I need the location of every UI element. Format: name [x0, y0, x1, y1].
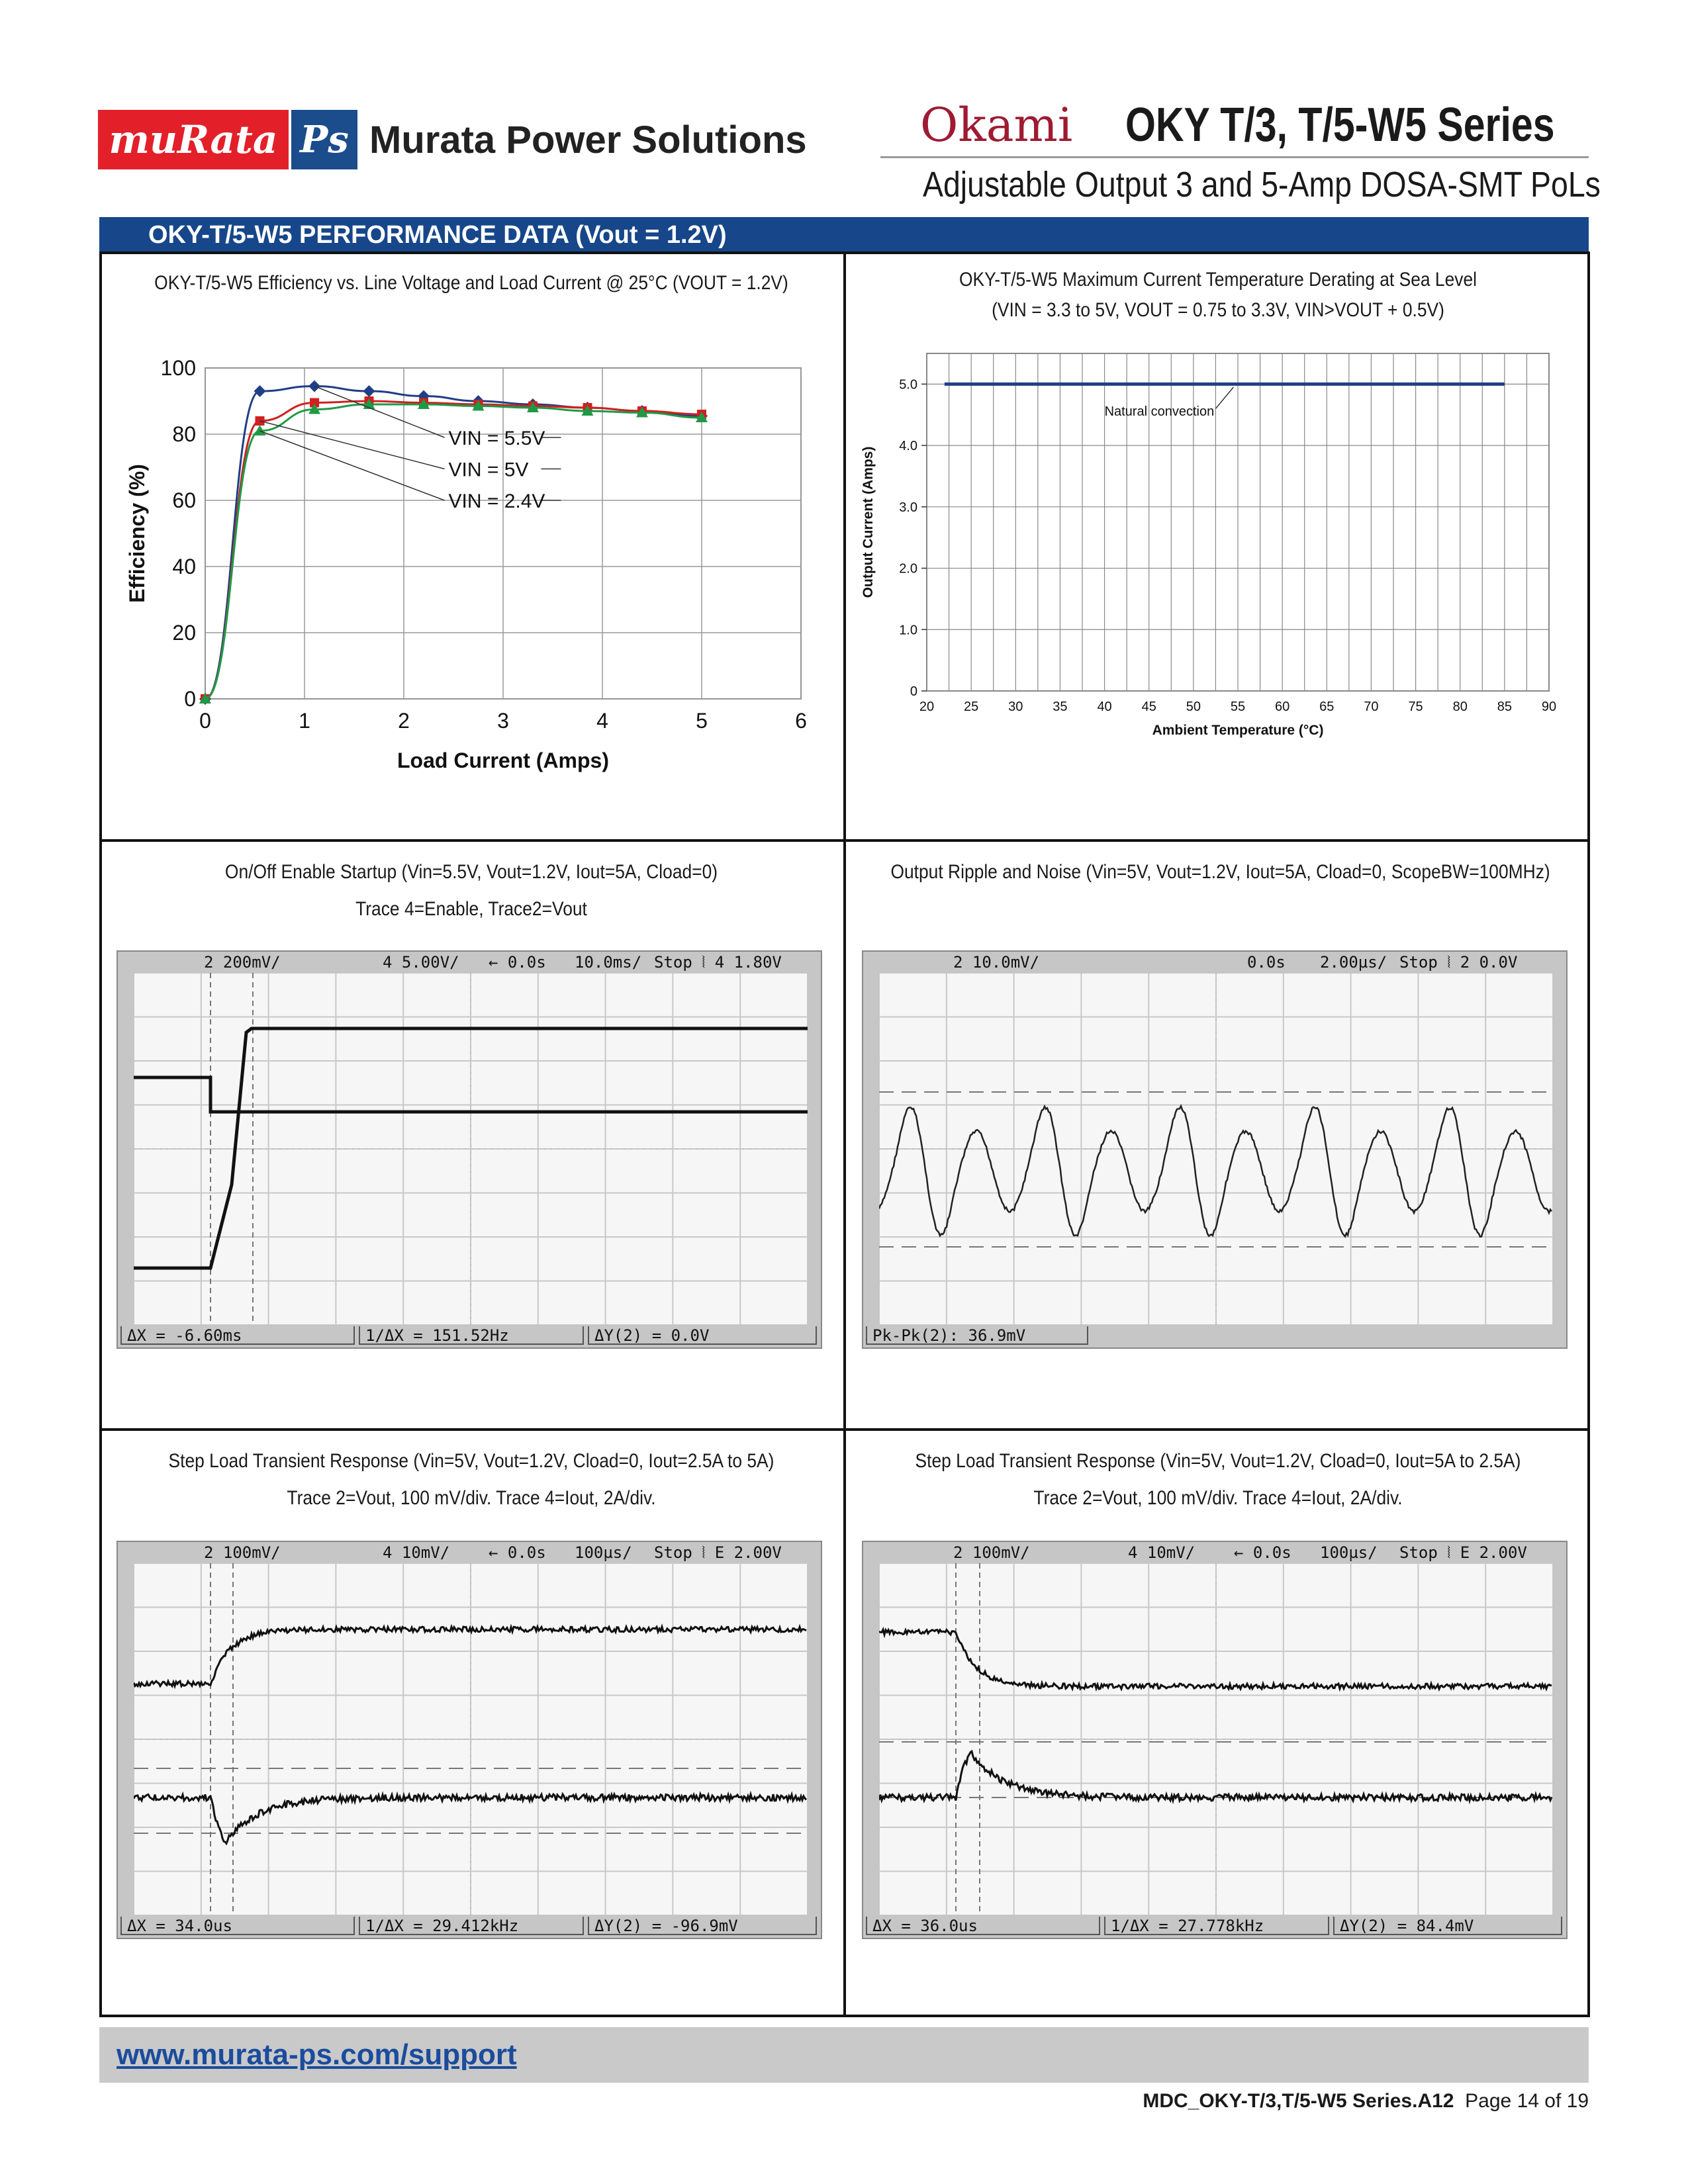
scope-header: [863, 1542, 1566, 1563]
x-tick-label: 80: [1452, 700, 1468, 714]
series-title: [1125, 98, 1555, 152]
ps-logo: Ps: [291, 110, 357, 169]
support-link[interactable]: www.murata-ps.com/support: [117, 2038, 517, 2071]
x-tick-label: 5: [696, 709, 708, 733]
y-tick-label: 80: [172, 422, 196, 446]
derating-chart-title-line1: OKY-T/5-W5 Maximum Current Temperature Derating at Sea Level: [959, 269, 1477, 291]
ripple-waveform: [879, 973, 1553, 1325]
y-axis-label: Output Current (Amps): [861, 446, 876, 598]
scope-readout: [118, 1325, 821, 1347]
step-down-waveform: [879, 1563, 1553, 1915]
x-tick-label: 70: [1364, 700, 1379, 714]
grid-divider-vertical: [843, 251, 846, 2017]
y-tick-label: 1.0: [899, 623, 917, 638]
company-name: Murata Power Solutions: [369, 118, 807, 161]
derating-chart: [854, 344, 1582, 754]
startup-scope: [117, 950, 822, 1349]
x-tick-label: 55: [1230, 700, 1246, 714]
x-tick-label: 2: [398, 709, 410, 733]
x-tick-label: 25: [964, 700, 979, 714]
x-axis-label: Ambient Temperature (°C): [1152, 723, 1324, 738]
scope-delay: ← 0.0s: [489, 953, 546, 972]
section-banner: OKY-T/5-W5 PERFORMANCE DATA (Vout = 1.2V): [99, 217, 1589, 253]
y-tick-label: 0: [910, 684, 917, 699]
x-tick-label: 75: [1408, 700, 1423, 714]
step-up-title-line2: Trace 2=Vout, 100 mV/div. Trace 4=Iout, 2A/div.: [287, 1487, 656, 1509]
scope-delay: 0.0s: [1247, 953, 1286, 972]
annotation-label: Natural convection: [1104, 404, 1215, 420]
x-axis-label: Load Current (Amps): [397, 749, 609, 772]
startup-waveform: [134, 973, 808, 1325]
scope-pk-pk: Pk-Pk(2): 36.9mV: [866, 1326, 1088, 1345]
scope-delay: ← 0.0s: [489, 1543, 546, 1562]
series-bold: OKY: [1125, 99, 1209, 152]
scope-header: [118, 1542, 821, 1563]
series-rest: T/3, T/5-W5 Series: [1209, 99, 1555, 152]
scope-delta-y: ΔY(2) = 0.0V: [588, 1326, 817, 1345]
scope-timebase: 100µs/: [575, 1543, 632, 1562]
document-id: MDC_OKY-T/3,T/5-W5 Series.A12: [1143, 2090, 1454, 2112]
x-tick-label: 40: [1097, 700, 1112, 714]
scope-ch2-scale: 2 100mV/: [953, 1543, 1030, 1562]
x-tick-label: 0: [199, 709, 211, 733]
okami-logo: Okami: [920, 98, 1073, 152]
scope-delta-x: ΔX = 34.0us: [120, 1917, 355, 1935]
step-down-scope: [862, 1541, 1568, 1939]
scope-trigger: Stop ⦚ E 2.00V: [654, 1543, 782, 1562]
scope-delta-y: ΔY(2) = -96.9mV: [588, 1917, 817, 1935]
scope-inv-delta-x: 1/ΔX = 29.412kHz: [359, 1917, 584, 1935]
document-info: [1143, 2090, 1589, 2113]
x-tick-label: 1: [299, 709, 310, 733]
derating-chart-title-line2: (VIN = 3.3 to 5V, VOUT = 0.75 to 3.3V, VIN>VOUT + 0.5V): [992, 299, 1444, 321]
scope-readout: [118, 1915, 821, 1938]
ripple-title-line1: Output Ripple and Noise (Vin=5V, Vout=1.2V, Iout=5A, Cload=0, ScopeBW=100MHz): [890, 861, 1550, 883]
scope-ch2-scale: 2 200mV/: [204, 953, 281, 972]
scope-delta-y: ΔY(2) = 84.4mV: [1333, 1917, 1562, 1935]
efficiency-chart-title: OKY-T/5-W5 Efficiency vs. Line Voltage and Load Current @ 25°C (VOUT = 1.2V): [154, 272, 788, 294]
x-tick-label: 65: [1319, 700, 1335, 714]
scope-ch4-scale: 4 5.00V/: [383, 953, 459, 972]
ripple-scope: [862, 950, 1568, 1349]
grid-divider-row1: [99, 839, 1590, 842]
legend-label: VIN = 5.5V: [448, 428, 545, 449]
scope-ch2-scale: 2 100mV/: [204, 1543, 281, 1562]
scope-delta-x: ΔX = 36.0us: [866, 1917, 1100, 1935]
x-tick-label: 6: [795, 709, 807, 733]
scope-trigger: Stop ⦚ E 2.00V: [1399, 1543, 1527, 1562]
scope-header: [863, 952, 1566, 973]
scope-header: [118, 952, 821, 973]
x-tick-label: 3: [497, 709, 509, 733]
step-down-title-line2: Trace 2=Vout, 100 mV/div. Trace 4=Iout, 2A/div.: [1033, 1487, 1403, 1509]
scope-trigger: Stop ⦚ 4 1.80V: [654, 953, 782, 972]
step-up-scope: [117, 1541, 822, 1939]
x-tick-label: 45: [1141, 700, 1156, 714]
y-tick-label: 60: [172, 488, 196, 512]
y-axis-label: Efficiency (%): [125, 464, 149, 603]
y-tick-label: 0: [184, 687, 196, 711]
scope-readout: [863, 1325, 1566, 1347]
series-subtitle: Adjustable Output 3 and 5-Amp DOSA-SMT PoLs: [923, 165, 1601, 205]
x-tick-label: 85: [1497, 700, 1512, 714]
y-tick-label: 40: [172, 555, 196, 578]
scope-delta-x: ΔX = -6.60ms: [120, 1326, 355, 1345]
y-tick-label: 3.0: [899, 500, 917, 515]
page-number: Page 14 of 19: [1465, 2090, 1589, 2112]
header-rule: [880, 156, 1589, 158]
x-tick-label: 30: [1008, 700, 1023, 714]
scope-readout: [863, 1915, 1566, 1938]
y-tick-label: 2.0: [899, 561, 917, 576]
scope-ch2-scale: 2 10.0mV/: [953, 953, 1040, 972]
step-up-title-line1: Step Load Transient Response (Vin=5V, Vout=1.2V, Cload=0, Iout=2.5A to 5A): [168, 1450, 774, 1472]
legend-label: VIN = 5V: [448, 459, 529, 481]
scope-timebase: 2.00µs/: [1320, 953, 1387, 972]
efficiency-chart: [119, 344, 834, 807]
x-tick-label: 4: [596, 709, 608, 733]
y-tick-label: 20: [172, 621, 196, 645]
scope-delay: ← 0.0s: [1234, 1543, 1291, 1562]
x-tick-label: 35: [1053, 700, 1068, 714]
scope-timebase: 100µs/: [1320, 1543, 1378, 1562]
step-down-title-line1: Step Load Transient Response (Vin=5V, Vout=1.2V, Cload=0, Iout=5A to 2.5A): [915, 1450, 1521, 1472]
y-tick-label: 100: [160, 356, 196, 380]
scope-timebase: 10.0ms/: [575, 953, 642, 972]
grid-divider-row2: [99, 1428, 1590, 1431]
x-tick-label: 90: [1541, 700, 1557, 714]
murata-logo: muRata: [98, 110, 289, 169]
startup-title-line1: On/Off Enable Startup (Vin=5.5V, Vout=1.2V, Iout=5A, Cload=0): [224, 861, 718, 883]
scope-trigger: Stop ⦚ 2 0.0V: [1399, 953, 1518, 972]
step-up-waveform: [134, 1563, 808, 1915]
x-tick-label: 60: [1275, 700, 1290, 714]
scope-ch4-scale: 4 10mV/: [383, 1543, 450, 1562]
x-tick-label: 20: [919, 700, 935, 714]
y-tick-label: 5.0: [899, 377, 917, 392]
scope-inv-delta-x: 1/ΔX = 27.778kHz: [1104, 1917, 1329, 1935]
legend-label: VIN = 2.4V: [448, 490, 545, 512]
y-tick-label: 4.0: [899, 439, 917, 454]
scope-inv-delta-x: 1/ΔX = 151.52Hz: [359, 1326, 584, 1345]
scope-ch4-scale: 4 10mV/: [1128, 1543, 1196, 1562]
x-tick-label: 50: [1186, 700, 1201, 714]
startup-title-line2: Trace 4=Enable, Trace2=Vout: [355, 898, 587, 920]
